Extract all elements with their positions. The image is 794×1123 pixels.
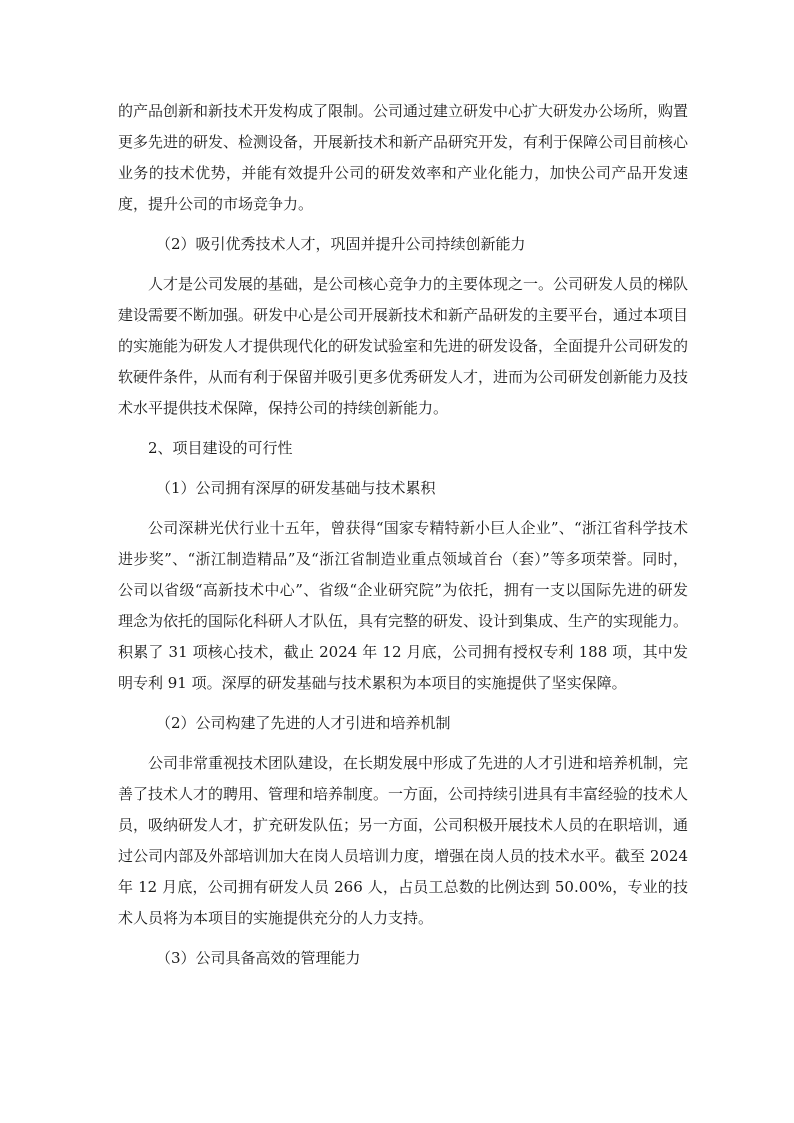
paragraph-talent-mechanism: 公司非常重视技术团队建设，在长期发展中形成了先进的人才引进和培养机制，完善了技术人才的聘用、管理和培养制度。一方面，公司持续引进具有丰富经验的技术人员，吸纳研发人才，扩充研发队伍；另一方面，公司积极开展技术人员的在职培训，通过公司内部及外部培训加大在岗人员培训力度，增强在岗人员的技术水平。截至 2024 年 12 月底，公司拥有研发人员 266 人，占员工总数的比例达到 50.00%，专业的技术人员将为本项目的实施提供充分的人力支持。 [118,754,689,927]
paragraph-rd-center-limitation: 的产品创新和新技术开发构成了限制。公司通过建立研发中心扩大研发办公场所，购置更多先进的研发、检测设备，开展新技术和新产品研究开发，有利于保障公司目前核心业务的技术优势，并能有效提升公司的研发效率和产业化能力，加快公司产品开发速度，提升公司的市场竞争力。 [118,102,689,213]
heading-project-feasibility: 2、项目建设的可行性 [148,439,293,457]
heading-talent-mechanism: （2）公司构建了先进的人才引进和培养机制 [156,714,451,732]
heading-rd-foundation: （1）公司拥有深厚的研发基础与技术累积 [156,479,436,497]
heading-management-ability: （3）公司具备高效的管理能力 [156,949,361,967]
heading-attract-talent: （2）吸引优秀技术人才，巩固并提升公司持续创新能力 [156,235,526,253]
paragraph-talent-foundation: 人才是公司发展的基础，是公司核心竞争力的主要体现之一。公司研发人员的梯队建设需要不断加强。研发中心是公司开展新技术和新产品研发的主要平台，通过本项目的实施能为研发人才提供现代化的研发试验室和先进的研发设备，全面提升公司研发的软硬件条件，从而有利于保留并吸引更多优秀研发人才，进而为公司研发创新能力及技术水平提供技术保障，保持公司的持续创新能力。 [118,275,689,417]
document-body [118,96,688,983]
paragraph-rd-foundation: 公司深耕光伏行业十五年，曾获得“国家专精特新小巨人企业”、“浙江省科学技术进步奖”、“浙江制造精品”及“浙江省制造业重点领域首台（套）”等多项荣誉。同时，公司以省级“高新技术中心”、省级“企业研究院”为依托，拥有一支以国际先进的研发理念为依托的国际化科研人才队伍，具有完整的研发、设计到集成、生产的实现能力。积累了 31 项核心技术，截止 2024 年 12 月底，公司拥有授权专利 188 项，其中发明专利 91 项。深厚的研发基础与技术累积为本项目的实施提供了坚实保障。 [118,519,689,692]
